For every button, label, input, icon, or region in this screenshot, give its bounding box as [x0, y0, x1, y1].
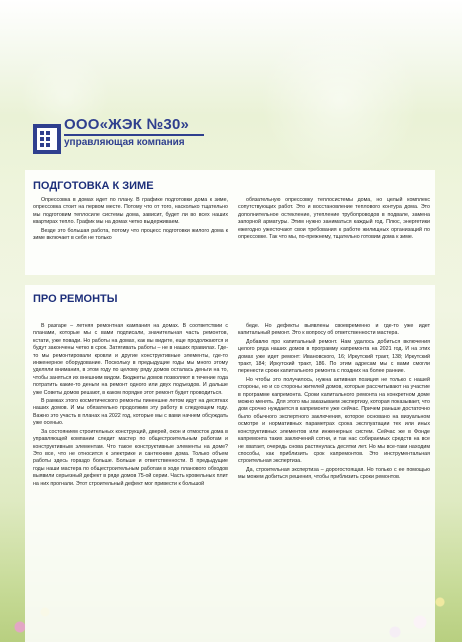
repairs-right-column — [238, 323, 430, 482]
paragraph: Добавлю про капитальный ремонт. Нам удалось добиться включения целого ряда наших домов в программу капремонта на 2021 год. И на этих домах уже идет ремонт: Ивановского, 16; Иркутский тракт, 138; Иркутский тракт, 184; Иркутский тракт, 186. По этим адресам мы с вами смогли перенести сроки капитального ремонта с поздних на более ранние. — [238, 338, 430, 375]
paragraph: Везде это большая работа, потому что процесс подготовки жилого дома к зиме включает в себя не только — [33, 227, 228, 242]
logo-divider — [64, 134, 204, 136]
light-bokeh — [260, 20, 420, 180]
paragraph: За состоянием строительных конструкций, дверей, окон и отмосток дома в управляющей компании следит мастер по общестроительным работам и конструктивным элементам. Что такое конструктивные элементы на доме? Это все, что не относится к электрике и сантехнике дома. Только объем работы здесь гораздо больше. Больше и ответственности. В предыдущие годы наши мастера по общестроительным работам в ходе планового обходов выявили серьезный дефект в ряде домов 75-ой серии. Часть кровельных плит на них прогнали. Этот строительный дефект мог привести к большой — [33, 428, 228, 487]
paragraph: В рамках этого косметического ремонты пиненшне летом идут на десятках наших домов. И мы обязательно продолжим эту работу в следующем году. Важно это участь в планах на 2022 год, которые мы с вами начнем обсуждать уже осенью. — [33, 398, 228, 427]
company-name: ООО«ЖЭК №30» — [64, 116, 190, 133]
paragraph: беде. Но дефекты выявлены своевременно и где-то уже идет капитальный ремонт. Это к вопросу об ответственности мастера. — [238, 323, 430, 337]
repairs-left-column — [33, 323, 228, 488]
company-subtitle: управляющая компания — [64, 137, 185, 148]
winter-prep-left-column — [33, 197, 228, 242]
paragraph: обязательную опрессовку теплосистемы дома, но целый комплекс сопутствующих работ. Это и восстановление теплового контура дома. Это дополнительное остекление, утепление трубопроводов в подвале, замена запорной арматуры. Этим нужно заниматься каждый год. Плюс, энергетики ежегодно ужесточают свои требования к работе жилищных организаций по опрессовке. Так что мы, по-прежнему, тщательно готовим дома к зиме. — [238, 197, 430, 241]
winter-prep-title: ПОДГОТОВКА К ЗИМЕ — [33, 180, 154, 192]
repairs-title: ПРО РЕМОНТЫ — [33, 293, 118, 305]
paragraph: В разгаре – летняя ремонтная кампания на домах. В соответствии с планами, которые мы с вами подписали, значительная часть ремонтов, кстати, уже повади. Но работы на домах, как вы видите, еще продолжаются и будут закончены четко в срок. Затягивать работы – не в наших правилах. Где-то мы ремонтировали кровли и другие конструктивные элементы, где-то инженерное оборудование. Поскольку в предыдущие годы мы много этому уделяли внимания, в этом году по целому ряду домов осталась деньги на то, чтобы заняться их внешним видом. Бюджеты домов позволяют в течение года потратить какие-то деньги на ремонт одного или двух подъездов. И дальше уже Советы домов решают, в каком порядке этот ремонт будет проводиться. — [33, 323, 228, 396]
paragraph: Опрессовка в домах идет по плану. В графике подготовки дома к зиме, опрессовка стоит на первом месте. Потому что от того, насколько тщательно мы подготовим теплосиле системы дома, зависит, будет ли во всех наших квартирах тепло. График мы на домах четко выдерживаем. — [33, 197, 228, 226]
paragraph: Но чтобы это получилось, нужна активная позиция не только с нашей стороны, но и со стороны жителей домов, которые рассчитывают на участие в программе капремонта. Сроки капитального ремонта на конкретном доме можно менять. Для этого мы заказываем экспертизу, которая показывает, что дом срочно нуждается в капремонте уже сейчас. Причем раньше достаточно было обычного экспертного заключения, которое основано на визуальном осмотре и нормативных параметрах срока эксплуатации тех или иных конструктивных элементов или инженерных систем. Сейчас же в Фонде капремонта таких заключений сотни, и так нас собираемых средств на все не хватает, очередь снова растянулась десятки лет. Но мы все-таки находим способы, как приблизить срок капремонтов. Это инструментальная строительная экспертиза. — [238, 376, 430, 465]
paragraph: Да, строительная экспертиза – дорогостоящая. Но только с ее помощью мы можем добиться решения, чтобы приблизить сроки ремонтов. — [238, 466, 430, 481]
winter-prep-right-column — [238, 197, 430, 241]
